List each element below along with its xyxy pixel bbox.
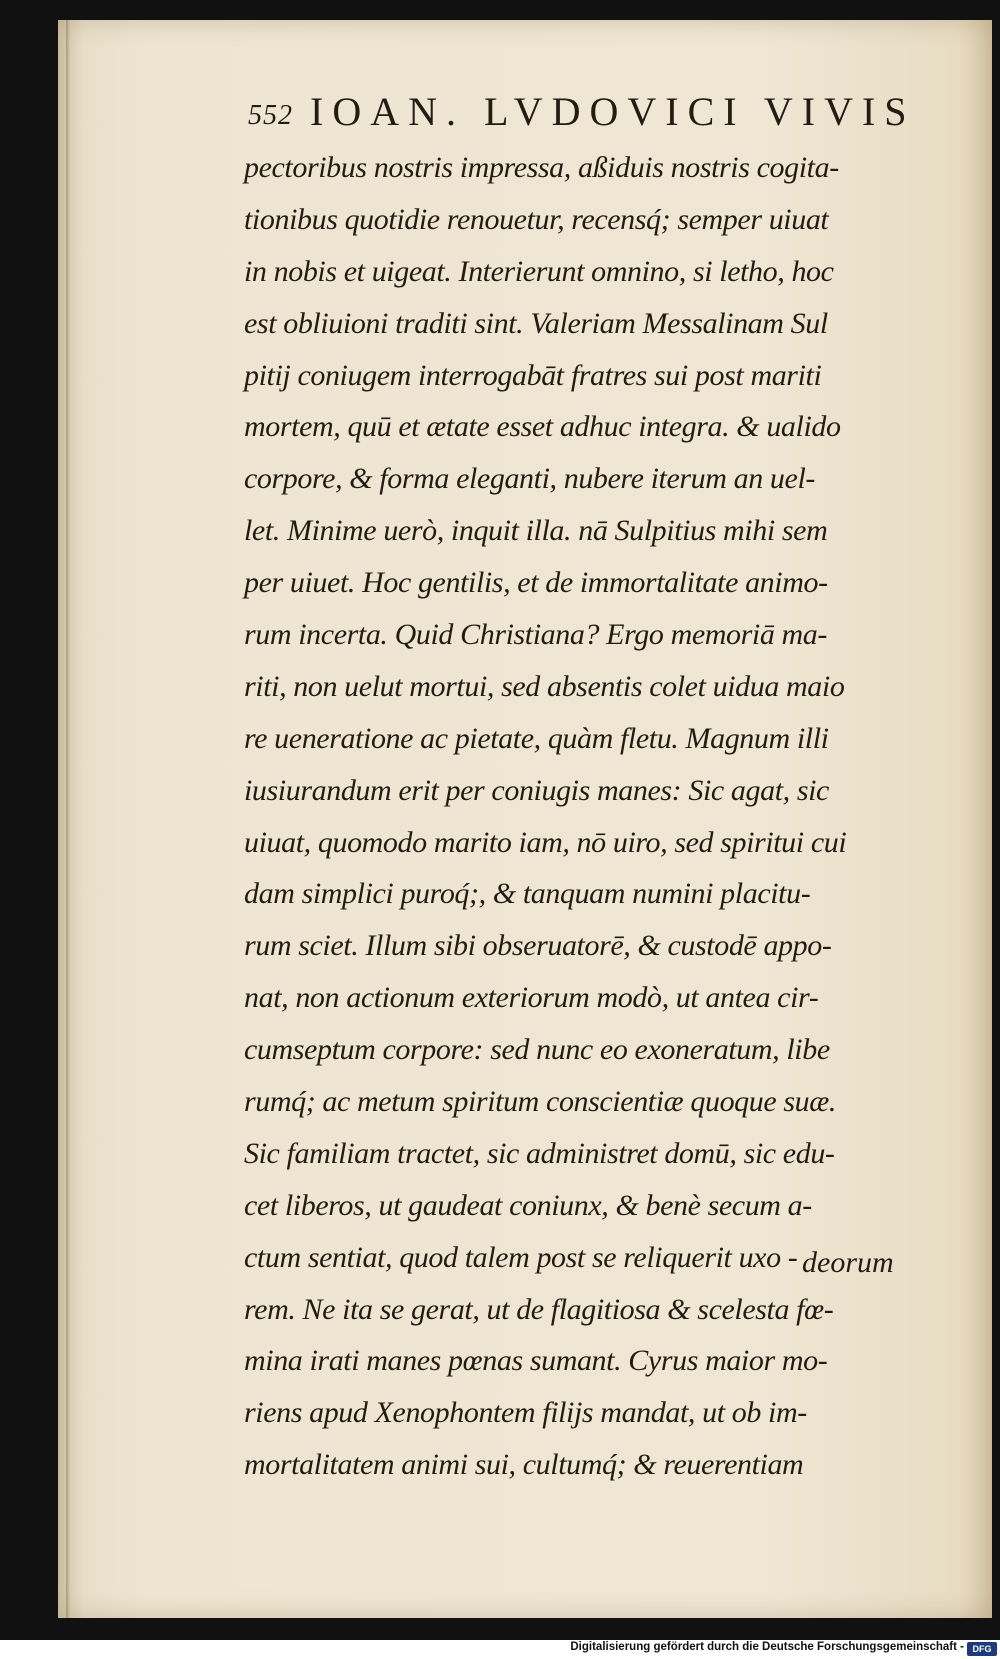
funding-credit: Digitalisierung gefördert durch die Deutsche Forschungsgemeinschaft - [570,1641,964,1653]
text-line: re ueneratione ac pietate, quàm fletu. Magnum illi [244,721,829,755]
footer-bar [0,1640,1000,1659]
text-line: pectoribus nostris impressa, aßiduis nostris cogita- [244,151,839,184]
text-line: riens apud Xenophontem filijs mandat, ut ob im- [244,1396,807,1430]
text-line: let. Minime uerò, inquit illa. nā Sulpitius mihi sem [244,514,828,548]
text-line: rumq́; ac metum spiritum conscientiæ quoque suæ. [244,1085,836,1119]
text-line: uiuat, quomodo marito iam, nō uiro, sed spiritui cui [244,825,847,859]
catchword: deorum [802,1246,894,1279]
page-body-text [244,142,914,1491]
text-line: corpore, & forma eleganti, nubere iterum an uel- [244,462,815,496]
text-line: pitij coniugem interrogabāt fratres sui post mariti [244,358,822,392]
text-line: dam simplici puroq́;, & tanquam numini placitu- [244,877,811,911]
text-line: mortalitatem animi sui, cultumq́; & reuerentiam [244,1448,804,1482]
text-line: mortem, quū et ætate esset adhuc integra. & ualido [244,410,841,444]
text-line: ctum sentiat, quod talem post se reliquerit uxo - [244,1240,798,1274]
text-line: rum sciet. Illum sibi obseruatorē, & custodē appo- [244,929,832,963]
text-line: tionibus quotidie renouetur, recensq́; semper uiuat [244,202,829,236]
text-line: iusiurandum erit per coniugis manes: Sic agat, sic [244,773,829,807]
page-number: 552 [248,100,293,131]
text-line: rum incerta. Quid Christiana? Ergo memoriā ma- [244,618,827,652]
text-line: cumseptum corpore: sed nunc eo exoneratum, libe [244,1033,830,1067]
text-line: est obliuioni traditi sint. Valeriam Messalinam Sul [244,306,828,340]
text-line: per uiuet. Hoc gentilis, et de immortalitate animo- [244,566,828,600]
page-gutter-shadow [66,20,70,1618]
text-line: riti, non uelut mortui, sed absentis colet uidua maio [244,669,845,703]
text-line: nat, non actionum exteriorum modò, ut antea cir- [244,981,819,1015]
text-line: in nobis et uigeat. Interierunt omnino, si letho, hoc [244,254,834,288]
text-line: Sic familiam tractet, sic administret domū, sic edu- [244,1136,835,1170]
text-line: rem. Ne ita se gerat, ut de flagitiosa & scelesta fœ- [244,1292,834,1326]
text-line: mina irati manes pœnas sumant. Cyrus maior mo- [244,1344,828,1378]
page-header [248,88,916,142]
dfg-logo-icon: DFG [967,1642,997,1656]
running-head: IOAN. LVDOVICI VIVIS [310,89,916,134]
text-line: cet liberos, ut gaudeat coniunx, & benè secum a- [244,1188,812,1222]
